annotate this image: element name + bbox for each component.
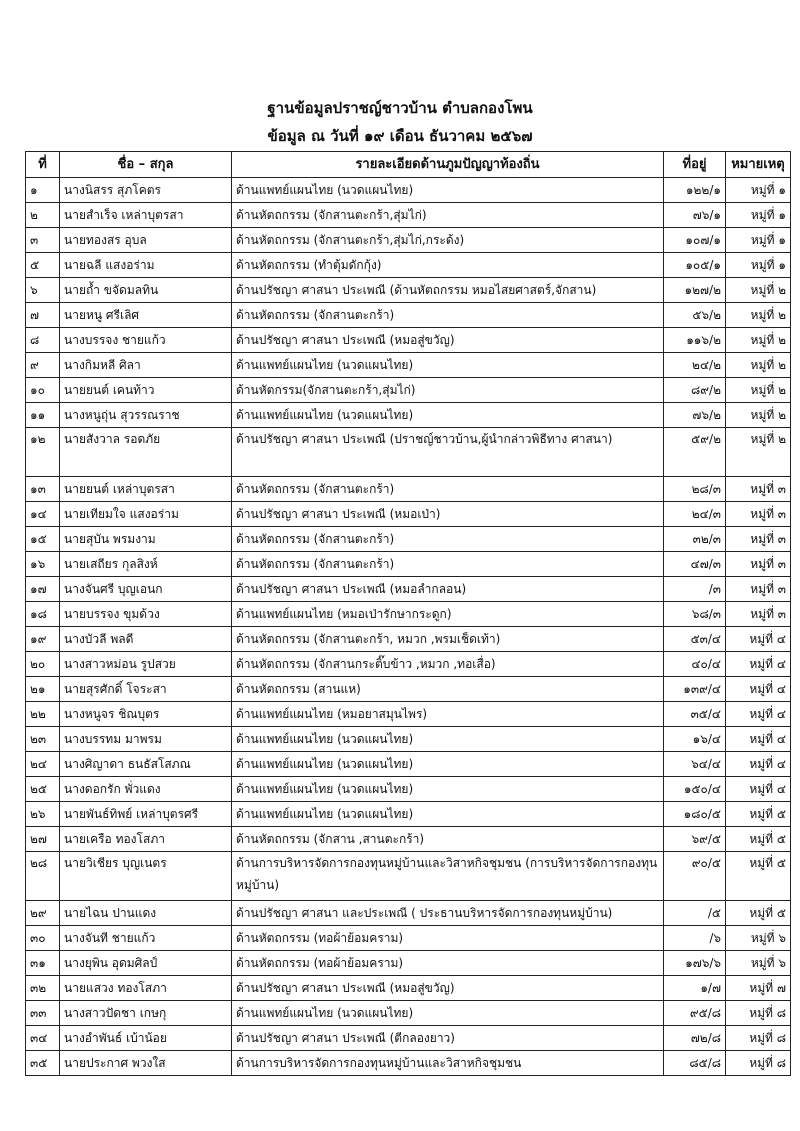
table-row xyxy=(26,627,791,652)
table-row xyxy=(26,278,791,303)
row-note: หมู่ที่ ๓ xyxy=(726,577,791,602)
table-row xyxy=(26,552,791,577)
row-number: ๑๐ xyxy=(26,378,60,403)
row-note: หมู่ที่ ๓ xyxy=(726,552,791,577)
table-row xyxy=(26,428,791,477)
row-note: หมู่ที่ ๔ xyxy=(726,677,791,702)
table-row xyxy=(26,852,791,901)
row-number: ๓๓ xyxy=(26,1001,60,1026)
row-address: ๘๕/๘ xyxy=(664,1051,726,1076)
row-number: ๑๗ xyxy=(26,577,60,602)
row-number: ๓๑ xyxy=(26,951,60,976)
table-row xyxy=(26,702,791,727)
row-address: /๓ xyxy=(664,577,726,602)
row-name: นายแสวง ทองโสภา xyxy=(60,976,232,1001)
row-name: นางกิมหลี ศิลา xyxy=(60,353,232,378)
row-name: นางบรรจง ชายแก้ว xyxy=(60,328,232,353)
table-row xyxy=(26,1051,791,1076)
row-number: ๕ xyxy=(26,253,60,278)
row-note: หมู่ที่ ๒ xyxy=(726,378,791,403)
row-number: ๒๘ xyxy=(26,852,60,901)
row-detail: ด้านปรัชญา ศาสนา ประเพณี (ตีกลองยาว) xyxy=(232,1026,664,1051)
row-name: นายไฉน ปานแดง xyxy=(60,901,232,926)
row-number: ๒๕ xyxy=(26,777,60,802)
row-address: ๕๙/๒ xyxy=(664,428,726,477)
row-address: ๘๙/๒ xyxy=(664,378,726,403)
row-address: ๒๘/๓ xyxy=(664,477,726,502)
row-number: ๓ xyxy=(26,228,60,253)
row-detail: ด้านปรัชญา ศาสนา ประเพณี (ปราชญ์ชาวบ้าน,ผู้นำกล่าวพิธีทาง ศาสนา) xyxy=(232,428,664,477)
row-address: ๙๕/๘ xyxy=(664,1001,726,1026)
row-number: ๑ xyxy=(26,178,60,203)
table-row xyxy=(26,777,791,802)
row-detail: ด้านปรัชญา ศาสนา ประเพณี (หมอเป่า) xyxy=(232,502,664,527)
row-note: หมู่ที่ ๖ xyxy=(726,926,791,951)
table-row xyxy=(26,527,791,552)
row-name: นายสำเร็จ เหล่าบุตรสา xyxy=(60,203,232,228)
row-note: หมู่ที่ ๔ xyxy=(726,777,791,802)
row-note: หมู่ที่ ๔ xyxy=(726,752,791,777)
row-detail: ด้านหัตถกรรม (จักสานตะกร้า) xyxy=(232,552,664,577)
row-name: นายสุรศักดิ์ โจระสา xyxy=(60,677,232,702)
row-address: ๗๖/๒ xyxy=(664,403,726,428)
table-row xyxy=(26,577,791,602)
table-row xyxy=(26,752,791,777)
table-row xyxy=(26,976,791,1001)
row-detail: ด้านแพทย์แผนไทย (นวดแผนไทย) xyxy=(232,727,664,752)
row-number: ๑๔ xyxy=(26,502,60,527)
row-address: ๑๕๐/๔ xyxy=(664,777,726,802)
row-number: ๙ xyxy=(26,353,60,378)
row-name: นางบัวลี พลดี xyxy=(60,627,232,652)
header-name: ชื่อ – สกุล xyxy=(60,152,232,178)
row-address: ๕๖/๒ xyxy=(664,303,726,328)
row-note: หมู่ที่ ๒ xyxy=(726,353,791,378)
table-row xyxy=(26,926,791,951)
page-title: ฐานข้อมูลปราชญ์ชาวบ้าน ตำบลกองโพน xyxy=(267,99,533,117)
row-address: ๖๘/๓ xyxy=(664,602,726,627)
table-row xyxy=(26,802,791,827)
row-note: หมู่ที่ ๕ xyxy=(726,901,791,926)
row-note: หมู่ที่ ๒ xyxy=(726,428,791,477)
row-address: ๑๒๗/๒ xyxy=(664,278,726,303)
row-name: นางยุพิน อุดมศิลป์ xyxy=(60,951,232,976)
row-address: ๖๙/๕ xyxy=(664,827,726,852)
row-address: ๓๒/๓ xyxy=(664,527,726,552)
row-address: ๑๑๖/๒ xyxy=(664,328,726,353)
row-note: หมู่ที่ ๑ xyxy=(726,228,791,253)
row-number: ๘ xyxy=(26,328,60,353)
row-detail: ด้านปรัชญา ศาสนา ประเพณี (ด้านหัตถกรรม หมอไสยศาสตร์,จักสาน) xyxy=(232,278,664,303)
header-address: ที่อยู่ xyxy=(664,152,726,178)
row-name: นางหนูจร ชิณบุตร xyxy=(60,702,232,727)
row-address: ๕๓/๔ xyxy=(664,627,726,652)
row-detail: ด้านหัตถกรรม (จักสานตะกร้า,สุ่มไก่,กระด้ง) xyxy=(232,228,664,253)
row-detail: ด้านการบริหารจัดการกองทุนหมู่บ้านและวิสาหกิจชุมชน (การบริหารจัดการกองทุนหมู่บ้าน) xyxy=(232,852,664,901)
row-note: หมู่ที่ ๔ xyxy=(726,627,791,652)
row-address: ๑๘๐/๕ xyxy=(664,802,726,827)
row-note: หมู่ที่ ๒ xyxy=(726,403,791,428)
row-detail: ด้านแพทย์แผนไทย (นวดแผนไทย) xyxy=(232,178,664,203)
row-address: ๑/๗ xyxy=(664,976,726,1001)
row-detail: ด้านหัตถกรรม (สานแห) xyxy=(232,677,664,702)
row-number: ๓๒ xyxy=(26,976,60,1001)
table-row xyxy=(26,652,791,677)
row-name: นางบรรทม มาพรม xyxy=(60,727,232,752)
row-name: นายสังวาล รอดภัย xyxy=(60,428,232,477)
row-detail: ด้านปรัชญา ศาสนา ประเพณี (หมอสู่ขวัญ) xyxy=(232,328,664,353)
row-number: ๒๐ xyxy=(26,652,60,677)
row-number: ๑๘ xyxy=(26,602,60,627)
header-note: หมายเหตุ xyxy=(726,152,791,178)
row-detail: ด้านหัตถกรรม (จักสานตะกร้า, หมวก ,พรมเช็ดเท้า) xyxy=(232,627,664,652)
row-name: นายบรรจง ขุมด้วง xyxy=(60,602,232,627)
row-name: นายสุบัน พรมงาม xyxy=(60,527,232,552)
table-row xyxy=(26,253,791,278)
table-row xyxy=(26,477,791,502)
row-address: ๑๐๗/๑ xyxy=(664,228,726,253)
row-number: ๑๑ xyxy=(26,403,60,428)
row-detail: ด้านแพทย์แผนไทย (นวดแผนไทย) xyxy=(232,777,664,802)
row-detail: ด้านหัตถกรรม (จักสานตะกร้า) xyxy=(232,303,664,328)
row-name: นายเสถียร กุลสิงห์ xyxy=(60,552,232,577)
row-note: หมู่ที่ ๕ xyxy=(726,852,791,901)
table-row xyxy=(26,178,791,203)
row-number: ๒๙ xyxy=(26,901,60,926)
row-name: นายยนต์ เคนท้าว xyxy=(60,378,232,403)
row-name: นางอำพันธ์ เบ้าน้อย xyxy=(60,1026,232,1051)
table-row xyxy=(26,1026,791,1051)
row-address: /๕ xyxy=(664,901,726,926)
row-detail: ด้านหัตถกรรม (จักสานกระติ๊บข้าว ,หมวก ,ทอเสื่อ) xyxy=(232,652,664,677)
row-address: ๗๖/๑ xyxy=(664,203,726,228)
row-detail: ด้านแพทย์แผนไทย (นวดแผนไทย) xyxy=(232,403,664,428)
row-address: ๒๔/๒ xyxy=(664,353,726,378)
row-number: ๑๓ xyxy=(26,477,60,502)
row-name: นายประกาศ พวงใส xyxy=(60,1051,232,1076)
row-detail: ด้านหัตถกรรม (ทำตุ้มดักกุ้ง) xyxy=(232,253,664,278)
row-name: นายถ้ำ ขจัดมลทิน xyxy=(60,278,232,303)
row-address: ๒๔/๓ xyxy=(664,502,726,527)
row-note: หมู่ที่ ๔ xyxy=(726,652,791,677)
table-row xyxy=(26,378,791,403)
row-detail: ด้านหัตถกรรม (จักสาน ,สานตะกร้า) xyxy=(232,827,664,852)
row-detail: ด้านหัตถกรรม (ทอผ้าย้อมคราม) xyxy=(232,951,664,976)
row-name: นายหนู ศรีเลิศ xyxy=(60,303,232,328)
row-address: ๑๓๙/๔ xyxy=(664,677,726,702)
row-address: ๙๐/๕ xyxy=(664,852,726,901)
row-detail: ด้านแพทย์แผนไทย (นวดแผนไทย) xyxy=(232,802,664,827)
row-number: ๒๔ xyxy=(26,752,60,777)
row-detail: ด้านหัตถกรรม (จักสานตะกร้า,สุ่มไก่) xyxy=(232,203,664,228)
table-row xyxy=(26,901,791,926)
row-note: หมู่ที่ ๓ xyxy=(726,602,791,627)
row-number: ๒๗ xyxy=(26,827,60,852)
row-name: นางศิญาดา ธนธัสโสภณ xyxy=(60,752,232,777)
row-address: /๖ xyxy=(664,926,726,951)
row-number: ๒๖ xyxy=(26,802,60,827)
row-detail: ด้านปรัชญา ศาสนา ประเพณี (หมอสู่ขวัญ) xyxy=(232,976,664,1001)
table-row xyxy=(26,303,791,328)
table-row xyxy=(26,951,791,976)
row-address: ๑๐๕/๑ xyxy=(664,253,726,278)
row-number: ๖ xyxy=(26,278,60,303)
header-detail: รายละเอียดด้านภูมปัญญาท้องถิ่น xyxy=(232,152,664,178)
row-number: ๑๙ xyxy=(26,627,60,652)
header-no: ที่ xyxy=(26,152,60,178)
row-note: หมู่ที่ ๒ xyxy=(726,278,791,303)
table-row xyxy=(26,1001,791,1026)
row-name: นายทองสร อุบล xyxy=(60,228,232,253)
row-detail: ด้านปรัชญา ศาสนา และประเพณี ( ประธานบริหารจัดการกองทุนหมู่บ้าน) xyxy=(232,901,664,926)
row-note: หมู่ที่ ๔ xyxy=(726,727,791,752)
row-name: นางสาวปัดชา เกษกุ xyxy=(60,1001,232,1026)
row-address: ๑๖/๔ xyxy=(664,727,726,752)
row-detail: ด้านหัตถกรรม (จักสานตะกร้า) xyxy=(232,527,664,552)
row-note: หมู่ที่ ๑ xyxy=(726,253,791,278)
row-number: ๓๔ xyxy=(26,1026,60,1051)
table-row xyxy=(26,203,791,228)
table-row xyxy=(26,727,791,752)
row-name: นางหนูถุ่น สุวรรณราช xyxy=(60,403,232,428)
row-note: หมู่ที่ ๓ xyxy=(726,502,791,527)
row-number: ๓๐ xyxy=(26,926,60,951)
row-name: นายพันธ์ทิพย์ เหล่าบุตรศรี xyxy=(60,802,232,827)
table-row xyxy=(26,677,791,702)
row-address: ๔๐/๔ xyxy=(664,652,726,677)
row-number: ๒๑ xyxy=(26,677,60,702)
row-note: หมู่ที่ ๘ xyxy=(726,1001,791,1026)
row-detail: ด้านการบริหารจัดการกองทุนหมู่บ้านและวิสาหกิจชุมชน xyxy=(232,1051,664,1076)
row-detail: ด้านหัตถกรรม (ทอผ้าย้อมคราม) xyxy=(232,926,664,951)
row-address: ๔๗/๓ xyxy=(664,552,726,577)
row-number: ๒๓ xyxy=(26,727,60,752)
row-address: ๖๔/๔ xyxy=(664,752,726,777)
row-detail: ด้านแพทย์แผนไทย (นวดแผนไทย) xyxy=(232,752,664,777)
table-row xyxy=(26,602,791,627)
table-row xyxy=(26,353,791,378)
row-name: นางจันที ชายแก้ว xyxy=(60,926,232,951)
table-row xyxy=(26,403,791,428)
row-detail: ด้านหัตถกรรม (จักสานตะกร้า) xyxy=(232,477,664,502)
row-address: ๗๒/๘ xyxy=(664,1026,726,1051)
row-detail: ด้านแพทย์แผนไทย (หมอเป่ารักษากระดูก) xyxy=(232,602,664,627)
row-detail: ด้านแพทย์แผนไทย (หมอยาสมุนไพร) xyxy=(232,702,664,727)
row-name: นายยนต์ เหล่าบุตรสา xyxy=(60,477,232,502)
row-name: นางสาวหม่อน รูปสวย xyxy=(60,652,232,677)
row-address: ๓๕/๔ xyxy=(664,702,726,727)
row-number: ๑๕ xyxy=(26,527,60,552)
row-detail: ด้านแพทย์แผนไทย (นวดแผนไทย) xyxy=(232,353,664,378)
row-name: นางนิสรร สุภโคตร xyxy=(60,178,232,203)
wisdom-table xyxy=(25,151,791,1076)
row-number: ๗ xyxy=(26,303,60,328)
table-row xyxy=(26,228,791,253)
row-number: ๓๕ xyxy=(26,1051,60,1076)
table-row xyxy=(26,502,791,527)
row-note: หมู่ที่ ๒ xyxy=(726,328,791,353)
row-number: ๑๖ xyxy=(26,552,60,577)
row-detail: ด้านปรัชญา ศาสนา ประเพณี (หมอลำกลอน) xyxy=(232,577,664,602)
table-row xyxy=(26,827,791,852)
row-note: หมู่ที่ ๔ xyxy=(726,702,791,727)
row-note: หมู่ที่ ๓ xyxy=(726,527,791,552)
row-note: หมู่ที่ ๑ xyxy=(726,203,791,228)
table-row xyxy=(26,328,791,353)
row-note: หมู่ที่ ๕ xyxy=(726,827,791,852)
table-header-row xyxy=(26,152,791,178)
row-note: หมู่ที่ ๗ xyxy=(726,976,791,1001)
row-note: หมู่ที่ ๖ xyxy=(726,951,791,976)
row-detail: ด้านหัตกรรม(จักสานตะกร้า,สุ่มไก่) xyxy=(232,378,664,403)
row-note: หมู่ที่ ๒ xyxy=(726,303,791,328)
page-subtitle: ข้อมูล ณ วันที่ ๑๙ เดือน ธันวาคม ๒๕๖๗ xyxy=(267,127,533,145)
row-address: ๑๒๒/๑ xyxy=(664,178,726,203)
row-detail: ด้านแพทย์แผนไทย (นวดแผนไทย) xyxy=(232,1001,664,1026)
row-address: ๑๗๖/๖ xyxy=(664,951,726,976)
row-name: นายวิเชียร บุญเนตร xyxy=(60,852,232,901)
row-note: หมู่ที่ ๘ xyxy=(726,1026,791,1051)
row-note: หมู่ที่ ๑ xyxy=(726,178,791,203)
row-number: ๒ xyxy=(26,203,60,228)
row-note: หมู่ที่ ๘ xyxy=(726,1051,791,1076)
row-note: หมู่ที่ ๓ xyxy=(726,477,791,502)
row-number: ๒๒ xyxy=(26,702,60,727)
row-name: นางจันศรี บุญเอนก xyxy=(60,577,232,602)
row-name: นายฉลี แสงอร่าม xyxy=(60,253,232,278)
row-number: ๑๒ xyxy=(26,428,60,477)
row-name: นายเทียมใจ แสงอร่าม xyxy=(60,502,232,527)
row-name: นางดอกรัก พั่วแดง xyxy=(60,777,232,802)
row-name: นายเครือ ทองโสภา xyxy=(60,827,232,852)
row-note: หมู่ที่ ๕ xyxy=(726,802,791,827)
